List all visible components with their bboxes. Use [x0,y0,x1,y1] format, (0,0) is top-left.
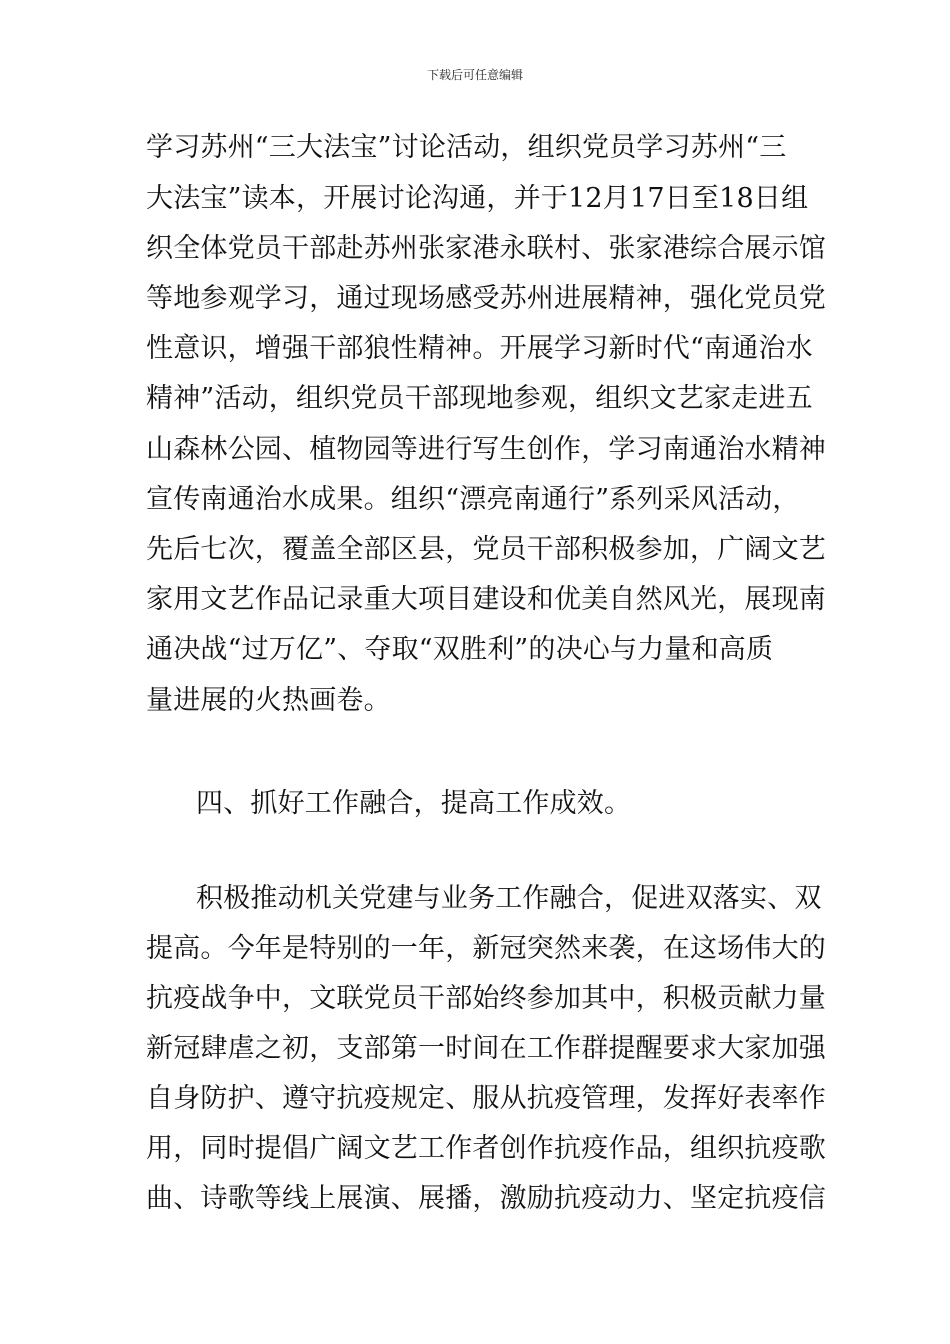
text-line: 家用文艺作品记录重大项目建设和优美自然风光，展现南 [146,584,826,615]
text-line: 精神”活动，组织党员干部现地参观，组织文艺家走进五 [146,383,813,414]
text-line: 织全体党员干部赴苏州张家港永联村、张家港综合展示馆 [146,233,826,264]
text-line: 量进展的火热画卷。 [146,685,391,716]
text-line: 提高。今年是特别的一年，新冠突然来袭，在这场伟大的 [146,933,826,964]
text-line: 新冠肆虐之初，支部第一时间在工作群提醒要求大家加强 [146,1033,826,1064]
text-line: 曲、诗歌等线上展演、展播，激励抗疫动力、坚定抗疫信 [146,1183,826,1214]
text-line: 大法宝”读本，开展讨论沟通，并于12月17日至18日组 [146,183,809,214]
text-line: 积极推动机关党建与业务工作融合，促进双落实、双 [196,883,822,914]
text-line: 自身防护、遵守抗疫规定、服从抗疫管理，发挥好表率作 [146,1083,826,1114]
text-line: 用，同时提倡广阔文艺工作者创作抗疫作品，组织抗疫歌 [146,1133,826,1164]
text-line: 学习苏州“三大法宝”讨论活动，组织党员学习苏州“三 [146,132,787,163]
text-line: 宣传南通治水成果。组织“漂亮南通行”系列采风活动， [146,484,800,515]
text-line: 通决战“过万亿”、夺取“双胜利”的决心与力量和高质 [146,634,774,665]
text-line: 抗疫战争中，文联党员干部始终参加其中，积极贡献力量 [146,983,826,1014]
section-heading: 四、抓好工作融合，提高工作成效。 [196,788,632,819]
text-line: 性意识，增强干部狼性精神。开展学习新时代“南通治水 [146,333,813,364]
text-line: 先后七次，覆盖全部区县，党员干部积极参加，广阔文艺 [146,534,826,565]
text-line: 等地参观学习，通过现场感受苏州进展精神，强化党员党 [146,283,826,314]
page-header: 下载后可任意编辑 [426,68,523,82]
text-line: 山森林公园、植物园等进行写生创作，学习南通治水精神 [146,434,826,465]
